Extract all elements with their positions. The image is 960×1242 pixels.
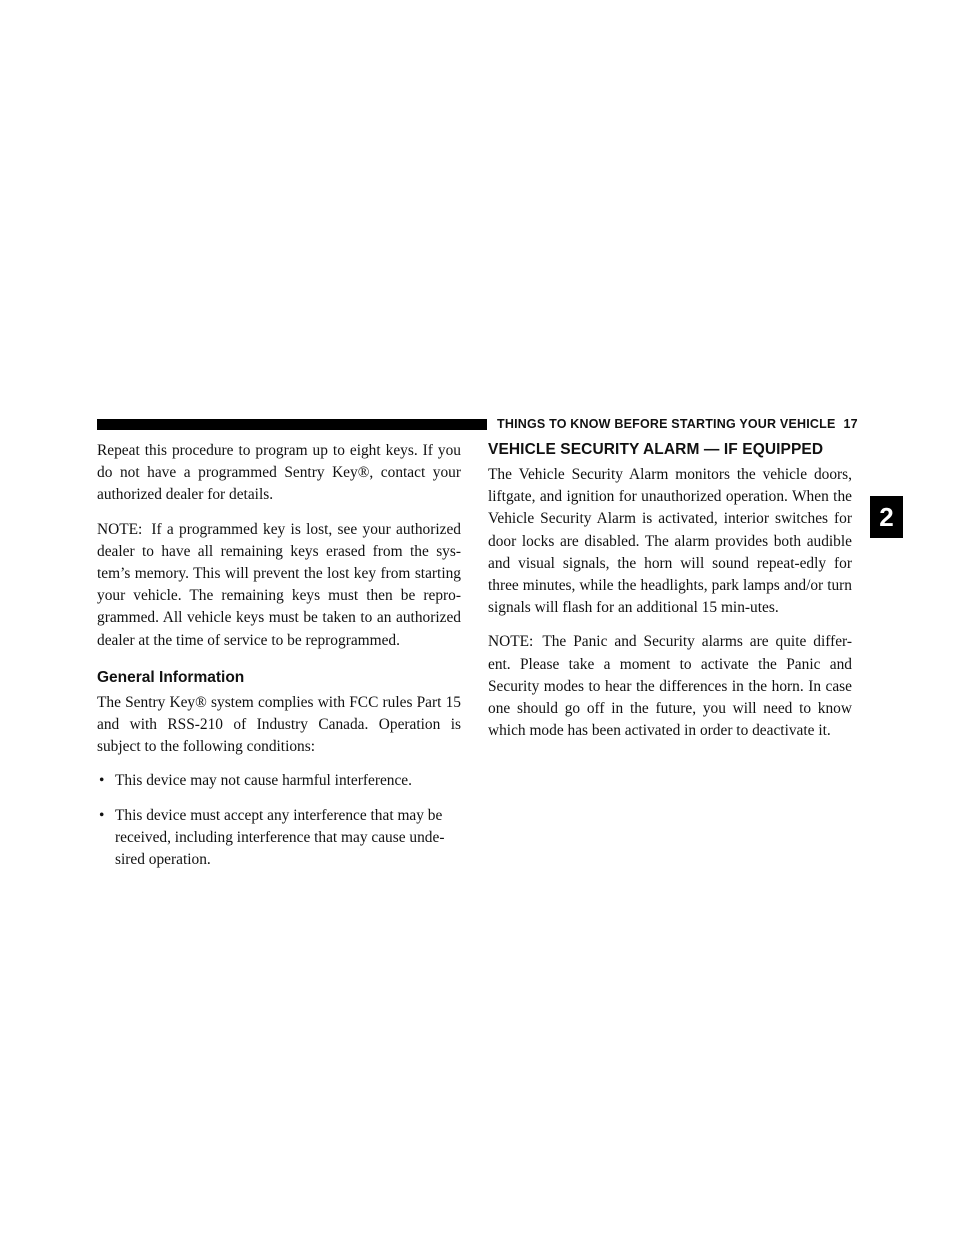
list-item [97, 805, 461, 872]
page-number: 17 [843, 417, 858, 431]
bullet-icon: • [99, 772, 105, 790]
list-item-text: This device must accept any interference that may be received, including interference that may cause unde-sired operation. [115, 806, 445, 869]
security-alarm-heading: VEHICLE SECURITY ALARM — IF EQUIPPED [488, 441, 824, 458]
list-item-text: This device may not cause harmful interference. [115, 772, 412, 790]
right-column [488, 440, 852, 754]
conditions-list [97, 770, 461, 871]
header-rule-bar [97, 419, 487, 430]
note-paragraph [97, 519, 461, 652]
running-header [97, 417, 864, 434]
note-label: NOTE: [488, 633, 534, 651]
list-item [97, 770, 461, 792]
header-title-text: THINGS TO KNOW BEFORE STARTING YOUR VEHICLE [497, 417, 836, 431]
header-title [497, 417, 858, 431]
note-label: NOTE: [97, 520, 143, 538]
note-text: The Panic and Security alarms are quite differ-ent. Please take a moment to activate the Panic and Security modes to hear the differences in the horn. In case one should go off in the future, you will need to know which mode has been activated in order to deactivate it. [488, 633, 852, 740]
general-information-heading: General Information [97, 668, 245, 686]
section-tab: 2 [870, 496, 903, 538]
bullet-icon: • [99, 806, 105, 824]
intro-paragraph: Repeat this procedure to program up to eight keys. If you do not have a programmed Sentry Key®, contact your authorized dealer for details. [97, 442, 461, 504]
left-column [97, 440, 461, 883]
note-paragraph [488, 631, 852, 742]
note-text: If a programmed key is lost, see your authorized dealer to have all remaining keys erased from the sys-tem’s memory. This will prevent the lost key from starting your vehicle. The remaining keys must then be repro-grammed. All vehicle keys must be taken to an authorized dealer at the time of service to be reprogrammed. [97, 520, 461, 649]
general-information-paragraph: The Sentry Key® system complies with FCC rules Part 15 and with RSS-210 of Industry Canada. Operation is subject to the following conditions: [97, 693, 461, 756]
security-alarm-paragraph: The Vehicle Security Alarm monitors the vehicle doors, liftgate, and ignition for unauthorized operation. When the Vehicle Security Alarm is activated, interior switches for door locks are disabled. The alarm provides both audible and visual signals, the horn will sound repeat-edly for three minutes, while the headlights, park lamps and/or turn signals will flash for an additional 15 min-utes. [488, 466, 852, 617]
